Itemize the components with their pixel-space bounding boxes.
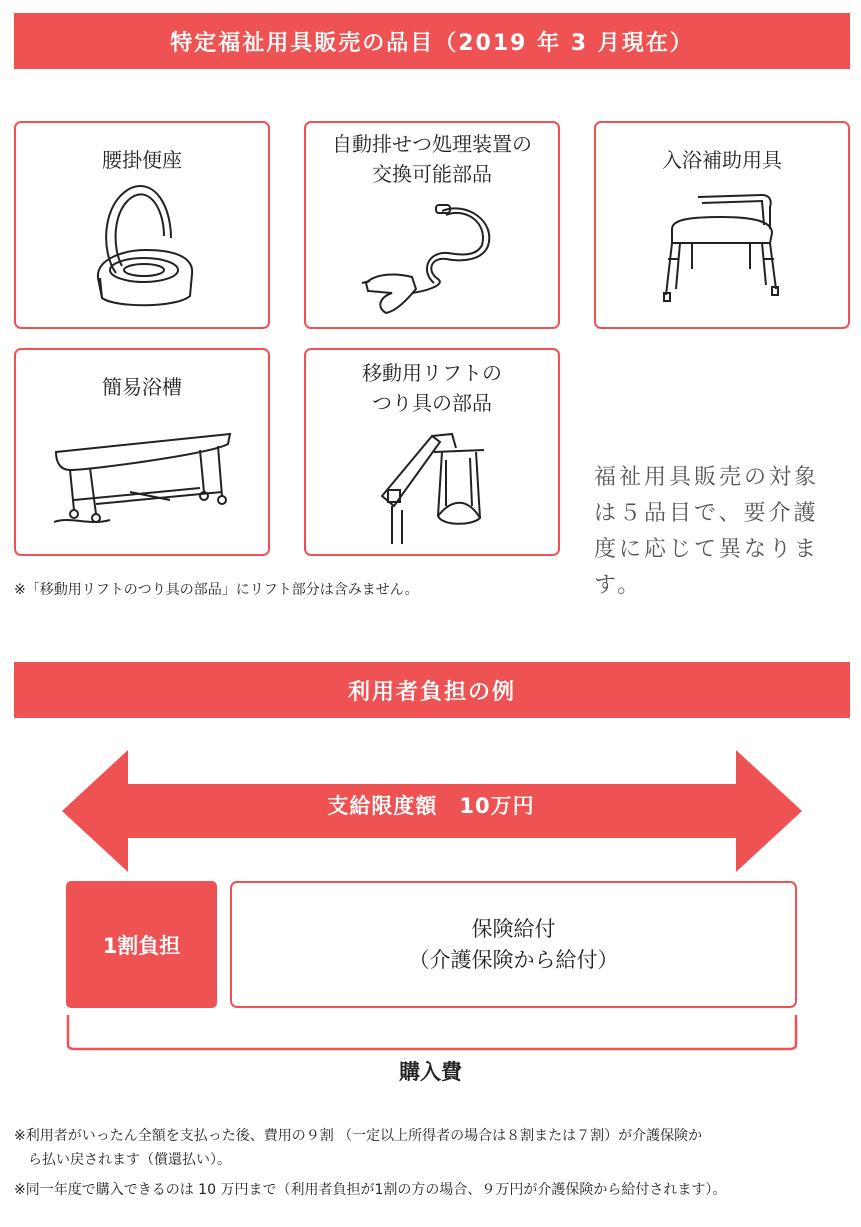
banner-title: 利用者負担の例: [347, 679, 516, 705]
item-card-bath-chair: [594, 121, 850, 329]
benefit-sublabel: （介護保険から給付）: [408, 947, 619, 972]
item-card-toilet-seat: [14, 121, 270, 329]
item-title: 簡易浴槽: [102, 375, 182, 399]
footnote-annual-limit: ※同一年度で購入できるのは 10 万円まで（利用者負担が1割の方の場合、９万円が介護保険から給付されます）。: [14, 1182, 727, 1198]
portable-bathtub-icon: [50, 430, 240, 530]
item-title: 腰掛便座: [102, 148, 182, 172]
footnote-reimbursement: ※利用者がいったん全額を支払った後、費用の９割 （一定以上所得者の場合は８割または７割）が介護保険か ら払い戻されます（償還払い）。: [14, 1128, 703, 1168]
banner-title: 特定福祉用具販売の品目（2019 年 3 月現在）: [170, 30, 694, 56]
benefit-limit-label: 支給限度額 10万円: [327, 794, 535, 818]
item-title: 自動排せつ処理装置の 交換可能部品: [332, 132, 532, 186]
banner-cost-example: [14, 662, 850, 718]
copay-label: 1割負担: [102, 933, 181, 958]
item-card-portable-bathtub: [14, 348, 270, 556]
item-card-excretion-device-parts: [304, 121, 560, 329]
note-lift-exclusion: ※「移動用リフトのつり具の部品」にリフト部分は含みません。: [14, 582, 419, 598]
toilet-seat-icon: [86, 178, 206, 308]
eligibility-description: 福祉用具販売の対象 は５品目で、要介護 度に応じて異なります。: [594, 465, 820, 598]
banner-eligible-items: [14, 13, 850, 69]
insurance-benefit-box: [230, 881, 797, 1008]
lift-sling-icon: [372, 426, 512, 546]
bracket-icon: [66, 1015, 798, 1051]
bath-chair-icon: [662, 189, 782, 309]
item-title: 移動用リフトの つり具の部品: [362, 361, 502, 415]
item-title: 入浴補助用具: [662, 148, 782, 172]
benefit-label: 保険給付: [471, 916, 556, 941]
purchase-cost-label: 購入費: [399, 1060, 462, 1084]
copay-box: [66, 881, 217, 1008]
excretion-device-parts-icon: [356, 201, 506, 321]
item-card-lift-sling: [304, 348, 560, 556]
